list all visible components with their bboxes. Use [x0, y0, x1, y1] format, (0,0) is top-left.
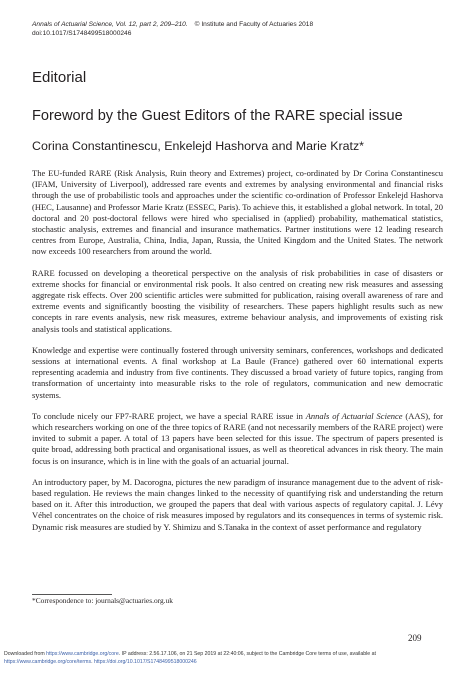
- download-notice: [4, 651, 470, 666]
- paragraph-4: [32, 411, 443, 467]
- terms-link[interactable]: https://www.cambridge.org/core/terms: [4, 658, 92, 665]
- doi-line: doi:10.1017/S1748499518000246: [32, 30, 132, 37]
- copyright-notice: © Institute and Faculty of Actuaries 2018: [194, 21, 314, 28]
- paragraph-5: An introductory paper, by M. Dacorogna, pictures the new paradigm of insurance management due to the advent of risk-based regulation. He reviews the main changes linked to the necessity of quantifying risk and understanding the return based on it. After this introduction, we grouped the papers that deal with various aspects of regulatory capital. J. Lévy Véhel concentrates on the choice of risk measures imposed by regulators and its consequences in terms of systemic risk. Dynamic risk measures are studied by Y. Shimizu and S.Tanaka in the context of asset performance and regulatory: [32, 476, 443, 532]
- download-middle: . IP address: 2.56.17.106, on 21 Sep 2019 at 22:40:06, subject to the Cambridge Core terms of use, available at: [118, 651, 376, 657]
- journal-header: [32, 20, 452, 38]
- doi-link[interactable]: https://doi.org/10.1017/S1748499518000246: [93, 658, 197, 665]
- paragraph-3: Knowledge and expertise were continually fostered through university seminars, conferences, workshops and dedicated sessions at international events. A final workshop at La Baule (France) gathered over 60 international experts representing academia and industry from five continents. They discussed a broad variety of future topics, ranging from transformation of uncertainty into measurable risks to the role of regulators, communication and new democratic systems.: [32, 344, 443, 400]
- paragraph-4-start: To conclude nicely our FP7-RARE project, we have a special RARE issue in: [32, 410, 306, 421]
- cambridge-core-link[interactable]: https://www.cambridge.org/core: [46, 651, 119, 657]
- paragraph-4-end: (AAS), for which researchers working on one of the three topics of RARE (and not necessarily members of the RARE project) were invited to submit a paper. A total of 13 papers have been selected for this issue. The spectrum of papers presented is quite broad, addressing both practical and organisational issues, as well as theoretical advances in risk theory. The main focus is on insurance, which is in line with the goals of an actuarial journal.: [32, 410, 443, 466]
- footnote-rule: [32, 594, 112, 595]
- page-number: 209: [408, 633, 422, 643]
- section-label: Editorial: [32, 69, 87, 86]
- article-title: Foreword by the Guest Editors of the RARE special issue: [32, 108, 403, 124]
- journal-citation-line: [32, 20, 452, 29]
- journal-citation: Annals of Actuarial Science, Vol. 12, part 2, 209–210.: [32, 21, 188, 28]
- paragraph-2: RARE focussed on developing a theoretical perspective on the analysis of risk probabilities in case of disasters or extreme shocks for financial or environmental risk pools. It also centred on creating new risk measures and assessing aggregate risk effects. Over 200 scientific articles were submitted for publication, raising overall awareness of rare and extreme events and significantly boosting the visibility of researchers. These papers highlight results such as new concepts in rare events analysis, new risk measures, extreme behaviour analysis, and improvements of existing risk analysis tools and statistical applications.: [32, 267, 443, 334]
- download-prefix: Downloaded from: [4, 651, 47, 657]
- article-body: [32, 168, 443, 543]
- paragraph-1: The EU-funded RARE (Risk Analysis, Ruin theory and Extremes) project, co-ordinated by Dr Corina Constantinescu (IFAM, University of Liverpool), addressed rare events and extremes by analysing environmental and financial risks through the use of probabilistic tools and approaches under the scientific co-ordination of Professor Enkelejd Hashorva (HEC, Lausanne) and Professor Marie Kratz (ESSEC, Paris). To achieve this, it established a global network. In total, 20 doctoral and 20 post-doctoral fellows were hired who specialised in (applied) probability, mathematical statistics, stochastic analysis, extremes and financial and insurance mathematics. Partner institutions were 12 leading research centres from Europe, Australia, China, India, Japan, Russia, the United Kingdom and the United States. The network now exceeds 100 researchers from around the world.: [32, 168, 443, 257]
- article-authors: Corina Constantinescu, Enkelejd Hashorva and Marie Kratz*: [32, 139, 364, 153]
- download-separator: .: [91, 658, 94, 665]
- journal-name-italic: Annals of Actuarial Science: [305, 410, 403, 421]
- correspondence-footnote: *Correspondence to: journals@actuaries.org.uk: [32, 596, 173, 605]
